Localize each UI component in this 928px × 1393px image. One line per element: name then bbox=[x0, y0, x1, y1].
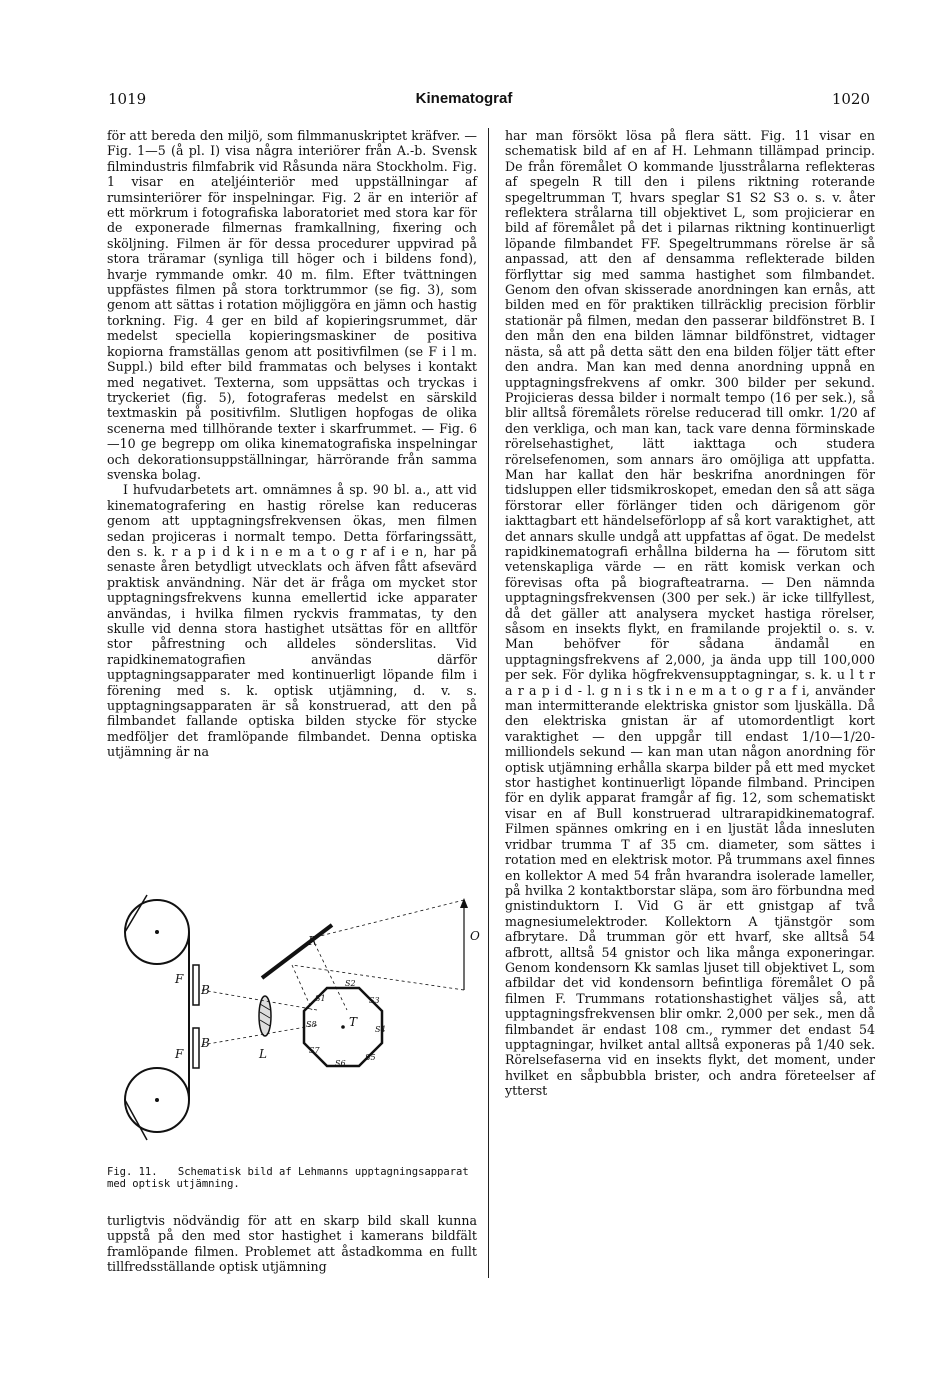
figure-label-t: T bbox=[349, 1015, 358, 1029]
film-band-top-left bbox=[125, 895, 147, 932]
figure-label-o: O bbox=[470, 929, 480, 943]
right-column bbox=[505, 128, 875, 1099]
figure-label-s2: S2 bbox=[345, 979, 356, 988]
mirror bbox=[262, 925, 332, 978]
left-paragraph-3: turligtvis nödvändig för att en skarp bild skall kunna uppstå på den med stor hastighet i kamerans bildfält framlöpande filmen. Problemet att åstadkomma en fullt tillfredsställande optisk utjämning bbox=[107, 1213, 477, 1275]
figure-label-l: L bbox=[259, 1047, 267, 1061]
figure-label-r: R bbox=[308, 934, 318, 948]
figure-label-f-top: F bbox=[175, 972, 184, 986]
figure-label-s6: S6 bbox=[335, 1059, 346, 1068]
ray-4 bbox=[292, 965, 312, 1010]
page-header bbox=[0, 90, 928, 112]
figure-label-b-top: B bbox=[201, 983, 210, 997]
left-column bbox=[107, 128, 477, 760]
figure-label-s8: S8 bbox=[306, 1020, 317, 1029]
drum-center bbox=[341, 1025, 345, 1029]
page-title: Kinematograf bbox=[415, 90, 513, 107]
page-number-left: 1019 bbox=[108, 90, 147, 108]
column-divider bbox=[488, 128, 489, 1278]
ray-1 bbox=[312, 900, 464, 938]
figure-caption-number: Fig. 11. bbox=[107, 1166, 158, 1178]
figure-caption-text: Schematisk bild af Lehmanns upptagningsapparat med optisk utjämning. bbox=[107, 1166, 469, 1190]
film-band-bottom-left bbox=[125, 1100, 147, 1140]
figure-label-s3: S3 bbox=[369, 996, 380, 1005]
top-reel-hub bbox=[155, 930, 159, 934]
right-paragraph-1: har man försökt lösa på flera sätt. Fig. 11 visar en schematisk bild af en af H. Lehmann tillämpad princip. De från föremålet O kommande ljusstrålarna reflekteras af spegeln R till den i pilens riktning roterande spegeltrumman T, hvars speglar S1 S2 S3 o. s. v. åter reflektera strålarna till objektivet L, som projicierar en bild af föremålet på det i pilarnas riktning kontinuerligt löpande filmbandet FF. Spegeltrummans rörelse är så anpassad, att den af densamma reflekterade bilden förflyttar sig med samma hastighet som filmbandet. Genom den ofvan skisserade anordningen kan ernås, att bilden med en för praktiken tillräcklig precision förblir stationär på filmen, medan den passerar bildfönstret B. I den mån den ena bilden lämnar bildfönstret, vidtager nästa, så att på detta sätt den ena bilden följer tätt efter den andra. Man kan med denna anordning uppnå en upptagningsfrekvens af omkr. 300 bilder per sekund. Projicieras dessa bilder i normalt tempo (16 per sek.), så blir alltså föremålets rörelse reducerad till omkr. 1/20 af den verkliga, och man kan, tack vare denna förminskade rörelsehastighet, lätt iakttaga och studera rörelsefenomen, som annars äro omöjliga att uppfatta. Man har kallat den här beskrifna anordningen för tidsluppen eller tidsmikroskopet, emedan den så att säga förstorar eller förlänger tiden och därigenom gör iakttagbart ett händelseförlopp af så kort varaktighet, att det annars skulle undgå att uppfattas af ögat. De medelst rapidkinematografi erhållna bilderna ha — förutom sitt vetenskapliga värde — en rätt komisk verkan och förevisas ofta på biografteatrarna. — Den nämnda upptagningsfrekvensen (300 per sek.) är icke tillfyllest, då det gäller att analysera mycket hastiga rörelser, såsom en insekts flykt, en framilande projektil o. s. v. Man behöfver för sådana ändamål en upptagningsfrekvens af 2,000, ja ända upp till 100,000 per sek. För dylika högfrekvensupptagningar, s. k. u l t r a r a p i d - l. g n i s tk i n e m a t o g r a f i, använder man intermitterande elektriska gnistor som ljuskälla. Då den elektriska gnistan är af utomordentligt kort varaktighet — den uppgår till endast 1/10—1/20-milliondels sekund — kan man utan någon anordning för optisk utjämning erhålla skarpa bilder på ett med mycket stor hastighet kontinuerligt löpande filmband. Principen för en dylik apparat framgår af fig. 12, som schematiskt visar en af Bull konstruerad ultrarapidkinematograf. Filmen spännes omkring en i en ljustät låda innesluten vridbar trumma T af 35 cm. diameter, som sättes i rotation med en elektrisk motor. På trummans axel finnes en kollektor A med 54 från hvarandra isolerade lameller, på hvilka 2 kontaktborstar släpa, som äro förbundna med gnistinduktorn I. Vid G är ett gnistgap af två magnesiumelektroder. Kollektorn A tjänstgör som afbrytare. Då trumman gör ett hvarf, ske alltså 54 afbrott, alltså 54 gnistor och lika många exponeringar. Genom kondensorn Kk samlas ljuset till objektivet L, som afbildar det vid kondensorn befintliga föremålet O på filmen F. Trummans rotationshastighet väljes så, att upptagningsfrekvensen blir omkr. 2,000 per sek., men då filmbandet är endast 108 cm., rymmer det endast 54 upptagningar, hvilket antal alltså exponeras på 1/40 sek. Rörelsefaserna vid en insekts flykt, det moment, under hvilket en såpbubbla brister, och andra företeelser af ytterst bbox=[505, 128, 875, 1099]
figure-label-f-bottom: F bbox=[175, 1047, 184, 1061]
figure-label-s5: S5 bbox=[365, 1053, 376, 1062]
figure-11-diagram bbox=[107, 870, 480, 1170]
page-number-right: 1020 bbox=[831, 90, 870, 108]
figure-label-b-bottom: B bbox=[201, 1036, 210, 1050]
left-column-continuation bbox=[107, 1213, 477, 1275]
film-window-top bbox=[193, 965, 199, 1005]
bottom-reel-hub bbox=[155, 1098, 159, 1102]
film-window-bottom bbox=[193, 1028, 199, 1068]
left-paragraph-2: I hufvudarbetets art. omnämnes å sp. 90 bl. a., att vid kinematografering en hastig rörelse kan reduceras genom att upptagningsfrekvensen ökas, men filmen sedan projiceras i normalt tempo. Detta förfaringssätt, den s. k. r a p i d k i n e m a t o g r af i e n, har på senaste åren betydligt utvecklats och äfven fått afsevärd praktisk användning. När det är fråga om mycket stor upptagningsfrekvens kunna emellertid icke apparater användas, i hvilka filmen ryckvis frammatas, ty den skulle vid denna stora hastighet utsättas för en alltför stor påfrestning och alldeles sönderslitas. Vid rapidkinematografien användas därför upptagningsapparater med kontinuerligt löpande film i förening med s. k. optisk utjämning, d. v. s. upptagningsapparaten är så konstruerad, att den på filmbandet fallande optiska bilden stycke för stycke medföljer det framlöpande filmbandet. Denna optiska utjämning är na bbox=[107, 482, 477, 760]
figure-label-s7: S7 bbox=[309, 1046, 320, 1055]
figure-caption bbox=[107, 1166, 477, 1190]
figure-label-s4: S4 bbox=[375, 1025, 386, 1034]
left-paragraph-1: för att bereda den miljö, som filmmanuskriptet kräfver. — Fig. 1—5 (å pl. I) visa några interiörer från A.-b. Svensk filmindustris filmfabrik vid Råsunda nära Stockholm. Fig. 1 visar en ateljéinteriör med uppställningar af rumsinteriörer för inspelningar. Fig. 2 är en interiör af ett mörkrum i fotografiska laboratoriet med stora kar för de exponerade filmernas framkallning, fixering och sköljning. Filmen är för dessa procedurer uppvirad på stora träramar (synliga till höger och i bildens fond), hvarje rymmande omkr. 40 m. film. Efter tvättningen uppfästes filmen på stora torktrummor (se fig. 3), som genom att sättas i rotation möjliggöra en jämn och hastig torkning. Fig. 4 ger en bild af kopieringsrummet, där medelst speciella kopieringsmaskiner de positiva kopiorna framställas genom att positivfilmen (se F i l m. Suppl.) bild efter bild frammatas och belyses i kontakt med negativet. Texterna, som uppsättas och tryckas i tryckeriet (fig. 5), fotograferas medelst en särskild textmaskin på positivfilm. Slutligen hopfogas de olika scenerna med tillhörande texter i skarfrummet. — Fig. 6—10 ge begrepp om olika kinematografiska inspelningar och dekorationsuppställningar, härrörande från samma svenska bolag. bbox=[107, 128, 477, 482]
object-arrowhead bbox=[460, 898, 468, 908]
ray-2 bbox=[292, 965, 464, 990]
figure-label-s1: S1 bbox=[315, 994, 326, 1003]
